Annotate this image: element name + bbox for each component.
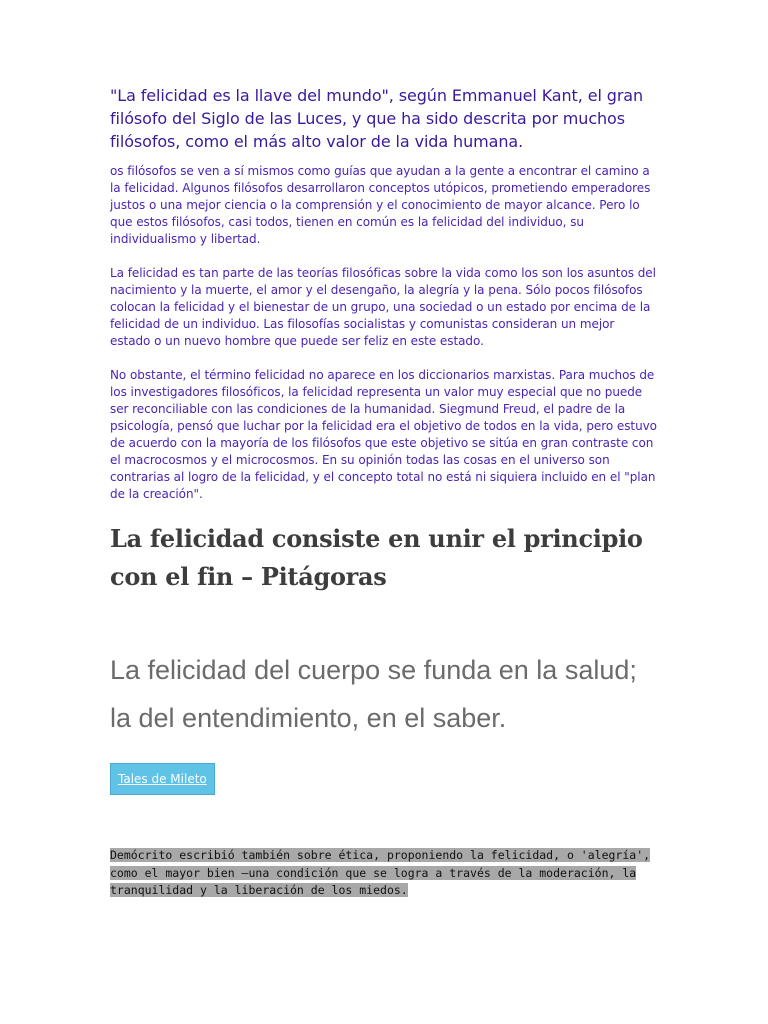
tag-link-tales-de-mileto[interactable]: Tales de Mileto — [110, 763, 215, 795]
body-paragraph-2: La felicidad es tan parte de las teorías filosóficas sobre la vida como los son los asuntos del nacimiento y la muerte, el amor y el desengaño, la alegría y la pena. Sólo pocos filósofos colocan la felicidad y el bienestar de un grupo, una sociedad o un estado por encima de la felicidad de un individuo. Las filosofías socialistas y comunistas consideran un mejor estado o un nuevo hombre que puede ser feliz en este estado. — [110, 266, 656, 348]
highlighted-note-text: Demócrito escribió también sobre ética, proponiendo la felicidad, o 'alegría', como el mayor bien —una condición que se logra a través de la moderación, la tranquilidad y la liberación de los miedos. — [110, 848, 651, 897]
highlighted-note — [110, 847, 658, 900]
body-paragraph-1: os filósofos se ven a sí mismos como guías que ayudan a la gente a encontrar el camino a la felicidad. Algunos filósofos desarrollaron conceptos utópicos, prometiendo emperadores justos o una mejor ciencia o la comprensión y el conocimiento de mayor alcance. Pero lo que estos filósofos, casi todos, tienen en común es la felicidad del individuo, su individualismo y libertad. — [110, 164, 651, 246]
body-paragraph-3: No obstante, el término felicidad no aparece en los diccionarios marxistas. Para muchos de los investigadores filosóficos, la felicidad representa un valor muy especial que no puede ser reconciliable con las condiciones de la humanidad. Siegmund Freud, el padre de la psicología, pensó que luchar por la felicidad era el objetivo de todos en la vida, pero estuvo de acuerdo con la mayoría de los filósofos que este objetivo se sitúa en gran contraste con el macrocosmos y el microcosmos. En su opinión todas las cosas en el universo son contrarias al logro de la felicidad, y el concepto total no está ni siquiera incluido en el "plan de la creación". — [110, 368, 657, 501]
section-heading: La felicidad consiste en unir el principio con el fin – Pitágoras — [110, 524, 643, 591]
article — [110, 84, 658, 900]
intro-paragraph: "La felicidad es la llave del mundo", según Emmanuel Kant, el gran filósofo del Siglo de las Luces, y que ha sido descrita por muchos filósofos, como el más alto valor de la vida humana. — [110, 86, 644, 151]
pull-quote: La felicidad del cuerpo se funda en la salud; la del entendimiento, en el saber. — [110, 655, 637, 733]
